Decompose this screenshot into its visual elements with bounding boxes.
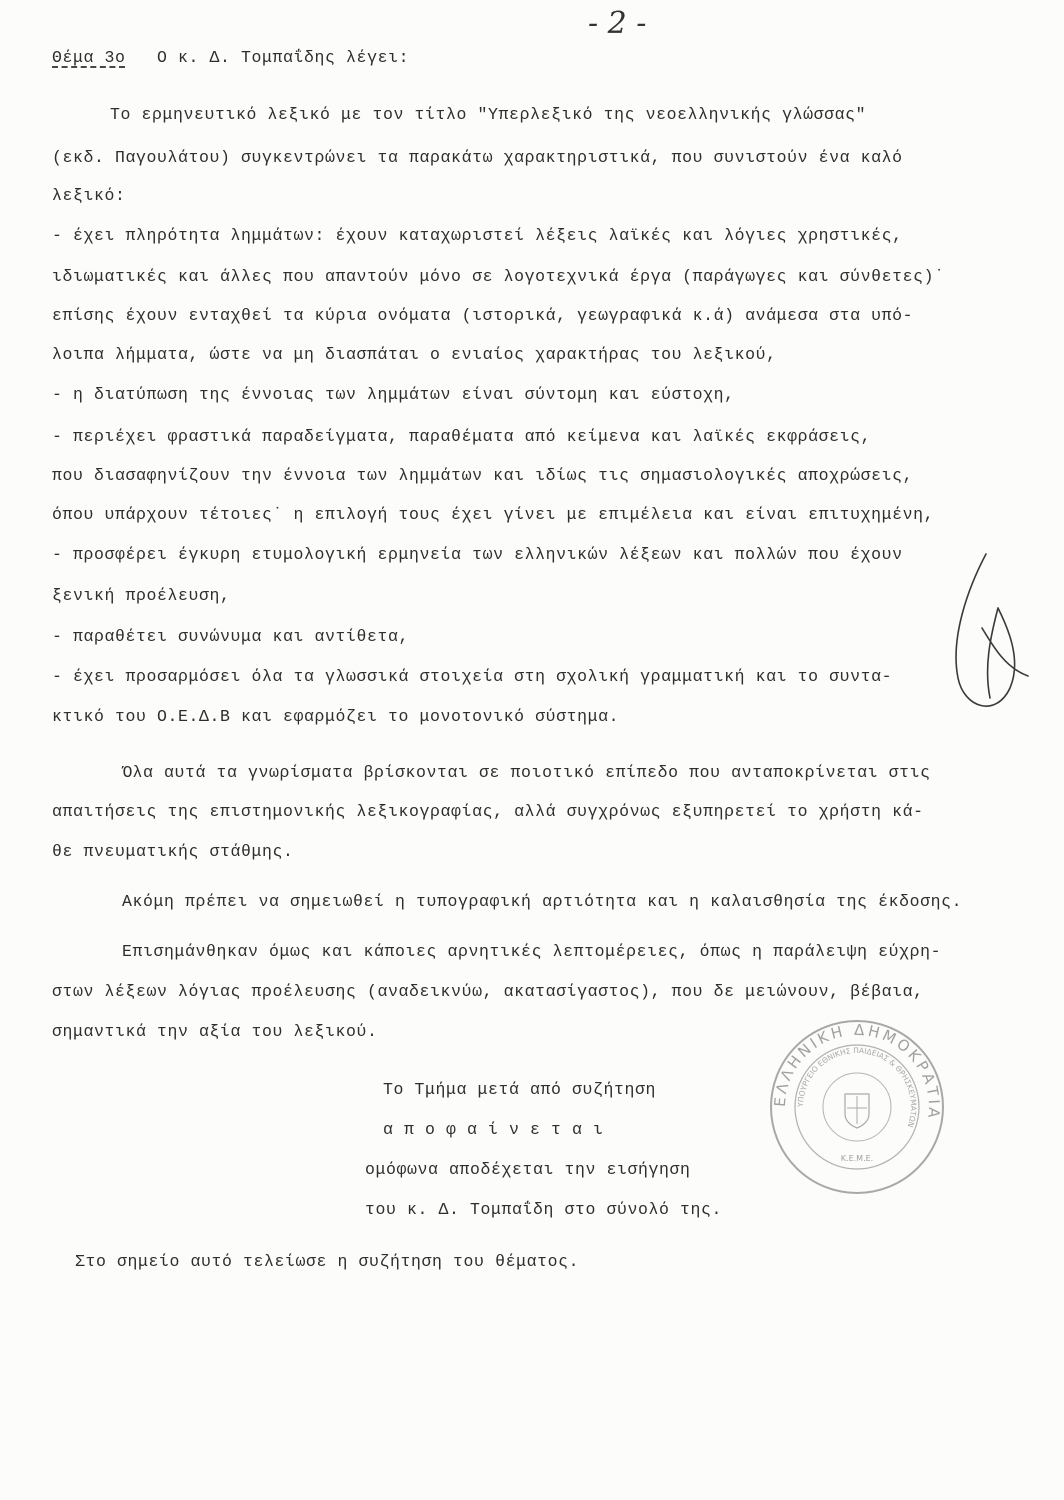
list-item-examples: - περιέχει φραστικά παραδείγματα, παραθέματα από κείμενα και λαϊκές εκφράσεις, <box>52 427 872 446</box>
official-stamp <box>768 1018 946 1196</box>
list-item-completeness: ιδιωματικές και άλλες που απαντούν μόνο σε λογοτεχνικά έργα (παράγωγες και σύνθετες)˙ <box>52 267 945 286</box>
list-item-completeness: λοιπα λήμματα, ώστε να μη διασπάται ο ενιαίος χαρακτήρας του λεξικού, <box>52 345 777 364</box>
list-item-examples: που διασαφηνίζουν την έννοια των λημμάτων και ιδίως τις σημασιολογικές αποχρώσεις, <box>52 466 914 485</box>
decision-line: του κ. Δ. Τομπαΐδη στο σύνολό της. <box>365 1200 723 1219</box>
list-item-etymology: - προσφέρει έγκυρη ετυμολογική ερμηνεία των ελληνικών λέξεων και πολλών που έχουν <box>52 545 903 564</box>
list-item-examples: όπου υπάρχουν τέτοιες˙ η επιλογή τους έχει γίνει με επιμέλεια και είναι επιτυχημένη, <box>52 505 935 524</box>
list-item-synonyms: - παραθέτει συνώνυμα και αντίθετα, <box>52 627 410 646</box>
stamp-inner-text: ΥΠΟΥΡΓΕΙΟ ΕΘΝΙΚΗΣ ΠΑΙΔΕΙΑΣ & ΘΡΗΣΚΕΥΜΑΤΩΝ <box>795 1045 919 1129</box>
stamp-outer-text: ΕΛΛΗΝΙΚΗ ΔΗΜΟΚΡΑΤΙΑ <box>770 1020 944 1122</box>
page-number: - 2 - <box>588 6 647 41</box>
decision-line: α π ο φ α ί ν ε τ α ι <box>383 1120 604 1139</box>
paragraph-intro: Το ερμηνευτικό λεξικό με τον τίτλο "Υπερλεξικό της νεοελληνικής γλώσσας" <box>110 105 867 124</box>
list-item-definitions: - η διατύπωση της έννοιας των λημμάτων είναι σύντομη και εύστοχη, <box>52 385 735 404</box>
paragraph-quality: θε πνευματικής στάθμης. <box>52 842 294 861</box>
paragraph-quality: Όλα αυτά τα γνωρίσματα βρίσκονται σε ποιοτικό επίπεδο που ανταποκρίνεται στις <box>122 763 931 782</box>
paragraph-typography: Ακόμη πρέπει να σημειωθεί η τυπογραφική αρτιότητα και η καλαισθησία της έκδοσης. <box>122 892 963 911</box>
signature <box>938 548 1038 728</box>
paragraph-intro: (εκδ. Παγουλάτου) συγκεντρώνει τα παρακάτω χαρακτηριστικά, που συνιστούν ένα καλό <box>52 148 903 167</box>
paragraph-quality: απαιτήσεις της επιστημονικής λεξικογραφίας, αλλά συγχρόνως εξυπηρετεί το χρήστη κά- <box>52 802 924 821</box>
list-item-grammar: κτικό του Ο.Ε.Δ.Β και εφαρμόζει το μονοτονικό σύστημα. <box>52 707 620 726</box>
paragraph-negatives: σημαντικά την αξία του λεξικού. <box>52 1022 378 1041</box>
list-item-completeness: επίσης έχουν ενταχθεί τα κύρια ονόματα (ιστορικά, γεωγραφικά κ.ά) ανάμεσα στα υπό- <box>52 306 914 325</box>
list-item-completeness: - έχει πληρότητα λημμάτων: έχουν καταχωριστεί λέξεις λαϊκές και λόγιες χρηστικές, <box>52 226 903 245</box>
decision-line: Το Τμήμα μετά από συζήτηση <box>383 1080 657 1099</box>
topic-speaker: Ο κ. Δ. Τομπαΐδης λέγει: <box>157 48 410 67</box>
list-item-etymology: ξενική προέλευση, <box>52 586 231 605</box>
paragraph-intro: λεξικό: <box>52 186 126 205</box>
decision-line: ομόφωνα αποδέχεται την εισήγηση <box>365 1160 691 1179</box>
paragraph-negatives: στων λέξεων λόγιας προέλευσης (αναδεικνύω, ακατασίγαστος), που δε μειώνουν, βέβαια, <box>52 982 924 1001</box>
topic-heading <box>52 48 409 67</box>
topic-label: Θέμα 3ο <box>52 48 126 67</box>
paragraph-negatives: Επισημάνθηκαν όμως και κάποιες αρνητικές λεπτομέρειες, όπως η παράλειψη εύχρη- <box>122 942 942 961</box>
stamp-bottom-text: Κ.Ε.Μ.Ε. <box>840 1154 874 1163</box>
list-item-grammar: - έχει προσαρμόσει όλα τα γλωσσικά στοιχεία στη σχολική γραμματική και το συντα- <box>52 667 893 686</box>
closing-line: Στο σημείο αυτό τελείωσε η συζήτηση του θέματος. <box>75 1252 580 1271</box>
